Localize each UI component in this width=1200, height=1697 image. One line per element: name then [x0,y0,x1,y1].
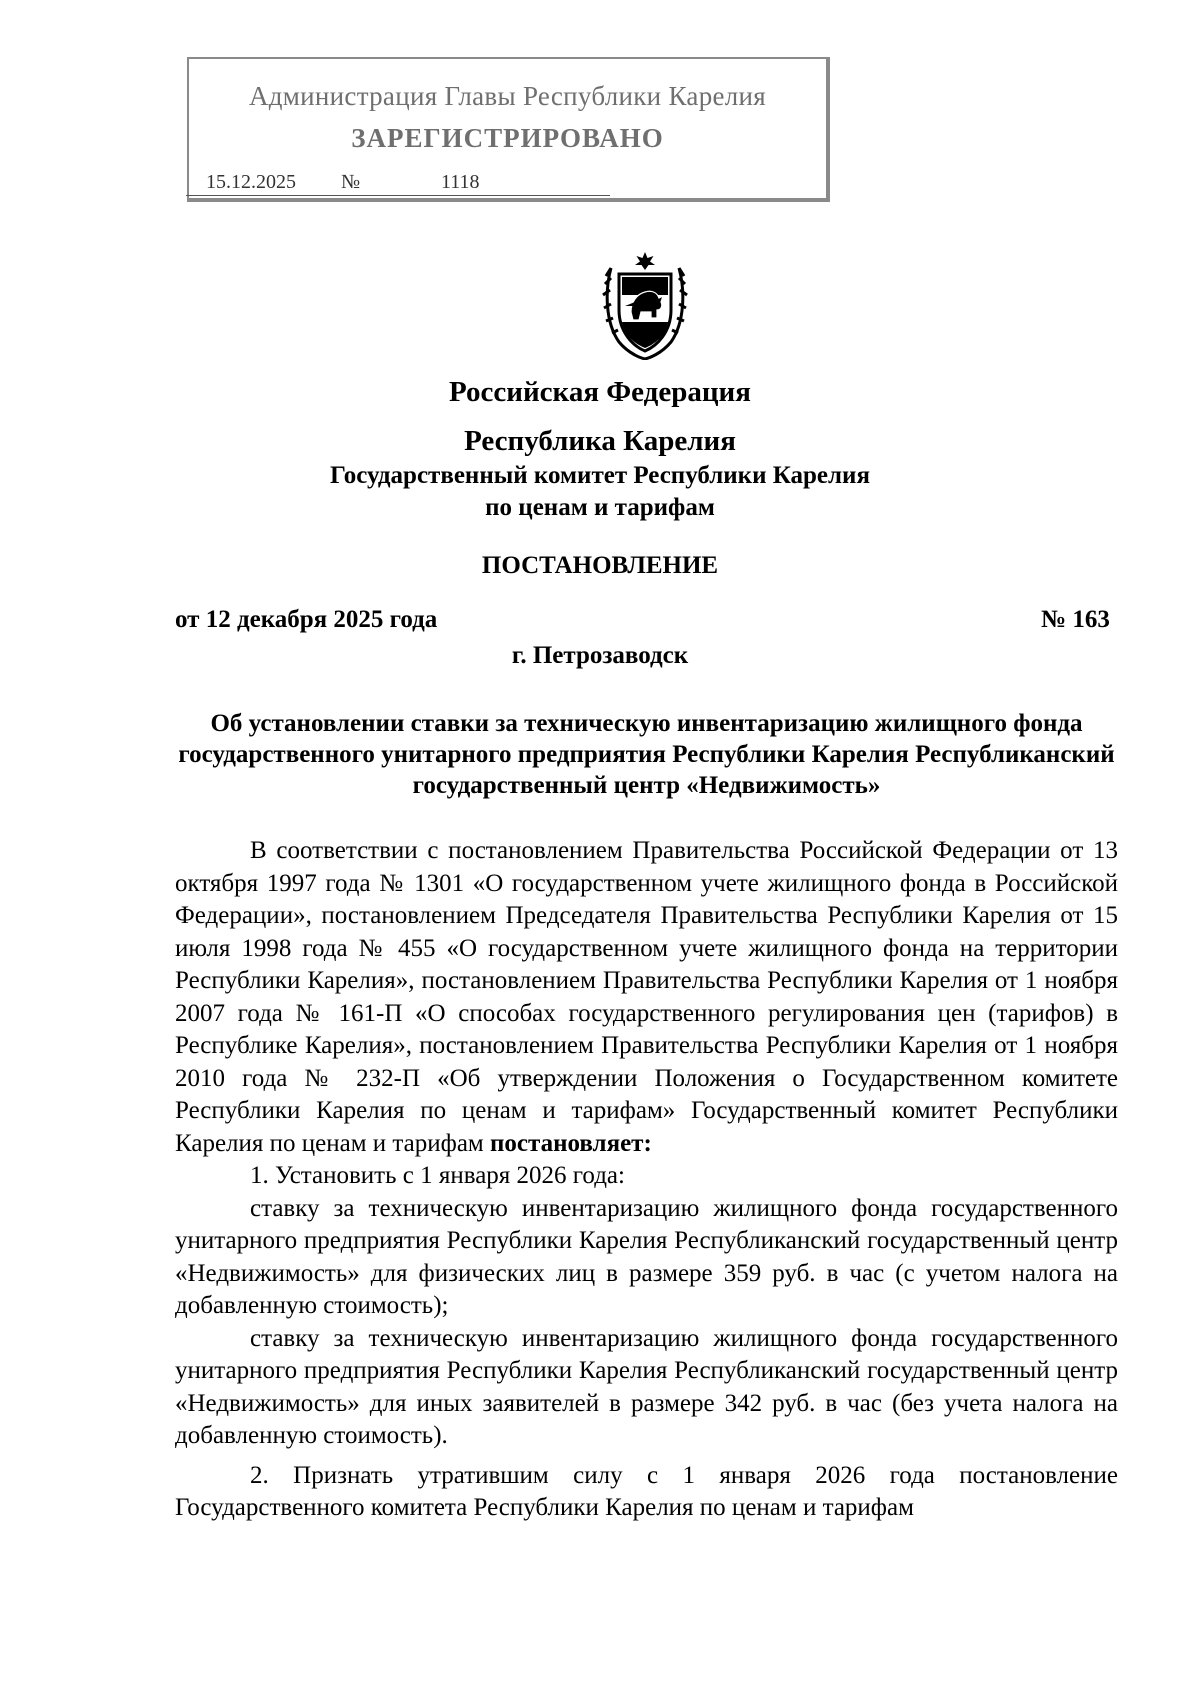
document-type: ПОСТАНОВЛЕНИЕ [481,552,719,579]
document-date: от 12 декабря 2025 года [175,606,438,633]
item-1: 1. Установить с 1 января 2026 года: [250,1162,625,1189]
preamble-paragraph [175,835,1118,1160]
karelia-coat-of-arms-icon [601,250,689,360]
committee-line-1: Государственный комитет Республики Карелия [330,462,870,489]
document-body [175,835,1118,1525]
committee-line-2: по ценам и тарифам [485,494,715,521]
stamp-authority: Администрация Главы Республики Карелия [248,81,767,111]
document-number: № 163 [1041,606,1110,633]
document-title: Об установлении ставки за техническую инвентаризацию жилищного фонда государственного унитарного предприятия Республики Карелия Республиканский государственный центр «Недвижимость» [178,710,1115,799]
item-2: 2. Признать утратившим силу с 1 января 2026 года постановление Государственного комитета Республики Карелия по ценам и тарифам [175,1461,1118,1521]
preamble-text: В соответствии с постановлением Правительства Российской Федерации от 13 октября 1997 года № 1301 «О государственном учете жилищного фонда в Российской Федерации», постановлением Председателя Правительства Республики Карелия от 15 июля 1998 года № 455 «О государственном учете жилищного фонда на территории Республики Карелия», постановлением Правительства Республики Карелия от 1 ноября 2007 года № 161-П «О способах государственного регулирования цен (тарифов) в Республике Карелия», постановлением Правительства Республики Карелия от 1 ноября 2010 года № 232-П «Об утверждении Положения о Государственном комитете Республики Карелия по ценам и тарифам» Государственный комитет Республики Карелия по ценам и тарифам [175,837,1118,1157]
stamp-date: 15.12.2025 [206,171,296,193]
item-1-rate-other-applicants: ставку за техническую инвентаризацию жилищного фонда государственного унитарного предприятия Республики Карелия Республиканский государственный центр «Недвижимость» для иных заявителей в размере 342 руб. в час (без учета налога на добавленную стоимость). [175,1324,1118,1449]
preamble-resolves: постановляет: [490,1129,652,1157]
stamp-number-sign: № [341,171,361,193]
stamp-registered-label: ЗАРЕГИСТРИРОВАНО [351,123,664,153]
stamp-number: 1118 [441,171,480,193]
federation-heading: Российская Федерация [449,376,751,408]
republic-heading: Республика Карелия [464,425,736,457]
document-city: г. Петрозаводск [511,642,689,669]
item-1-rate-individuals: ставку за техническую инвентаризацию жилищного фонда государственного унитарного предприятия Республики Карелия Республиканский государственный центр «Недвижимость» для физических лиц в размере 359 руб. в час (с учетом налога на добавленную стоимость); [175,1194,1118,1319]
stamp-registration-line [186,169,610,196]
